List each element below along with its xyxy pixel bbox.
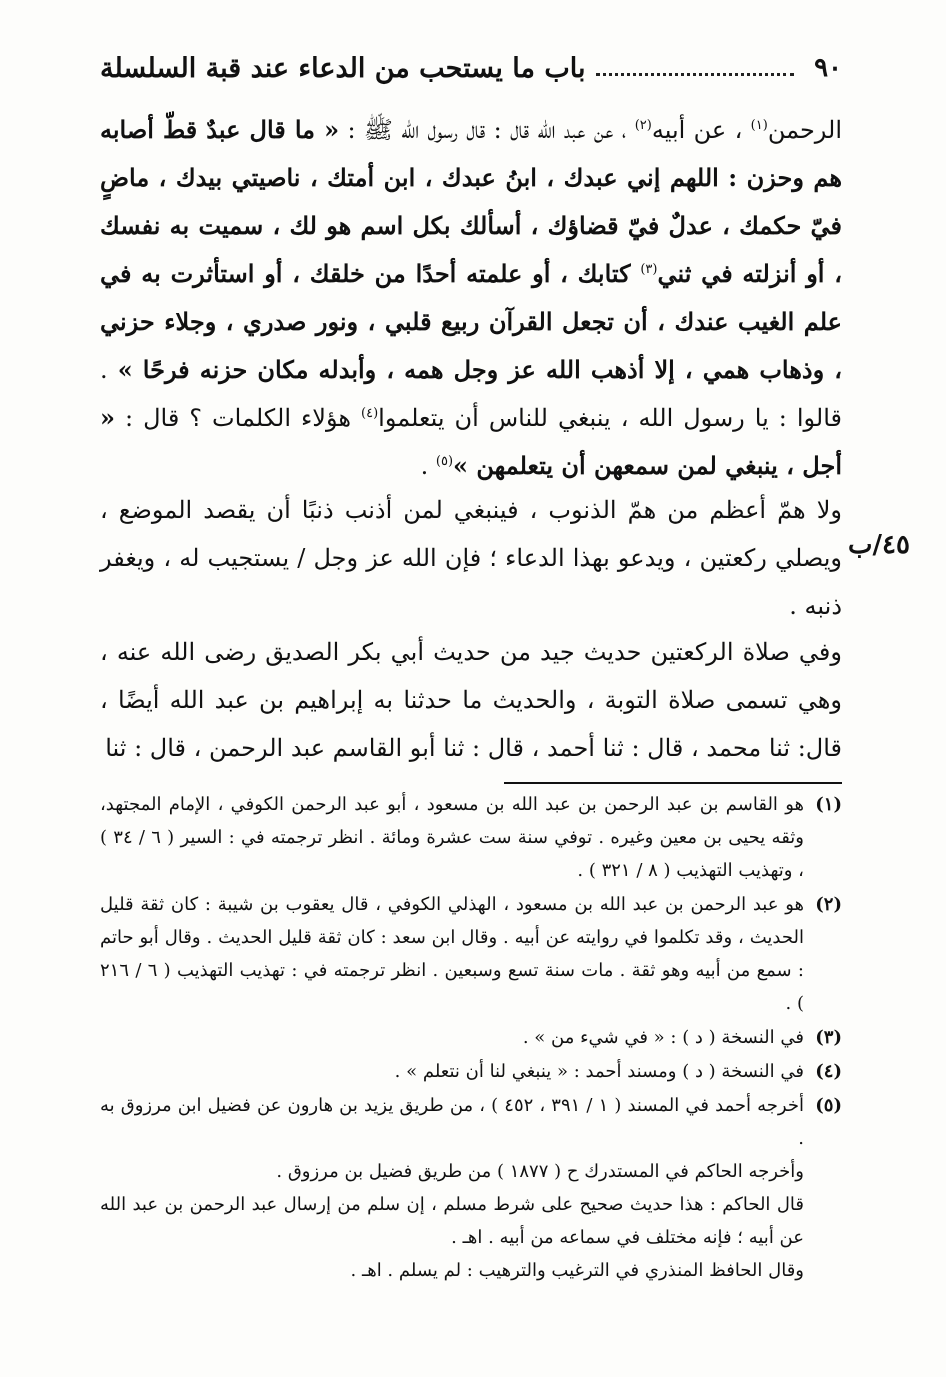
footnote-ref-1: (١) — [750, 118, 768, 133]
paragraph-prayer: وفي صلاة الركعتين حديث جيد من حديث أبي بكر الصديق رضى الله عنه ، وهي تسمى صلاة التوبة ، والحديث ما حدثنا به إبراهيم بن عبد الله أيضًا ، قال: ثنا محمد ، قال : ثنا أحمد ، قال : ثنا أبو القاسم عبد الرحمن ، قال : ثنا — [100, 638, 843, 762]
footnotes — [100, 788, 842, 1288]
footnote — [100, 1089, 842, 1287]
footnote-line: قال الحاكم : هذا حديث صحيح على شرط مسلم ، إن سلم من إرسال عبد الرحمن بن عبد الله عن أبيه ؛ فإنه مختلف في سماعه من أبيه . اهـ . — [100, 1194, 804, 1248]
manuscript-folio-note: ٤٥/ب — [848, 530, 910, 560]
footnote-line: هو القاسم بن عبد الرحمن بن عبد الله بن مسعود ، أبو عبد الرحمن الكوفي ، الإمام المجتهد، وثقه يحيى بن معين وغيره . توفي سنة ست عشرة ومائة . انظر ترجمته في : السير ( ٦ / ٣٤ ) ، وتهذيب التهذيب ( ٨ / ٣٢١ ) . — [100, 794, 804, 881]
footnote-number: (٢) — [815, 894, 842, 915]
text-segment: ، عن أبيه — [651, 116, 751, 144]
footnote — [100, 1021, 842, 1054]
footnote-number: (١) — [815, 794, 842, 815]
hadith-quote: « ما قال عبدٌ قطّ أصابه هم وحزن : اللهم إني عبدك ، ابنُ عبدك ، ابن أمتك ، ناصيتي بيدك ، ماضٍ فيّ حكمك ، عدلٌ فيّ قضاؤك ، أسألك بكل اسم هو لك ، سميت به نفسك ، أو أنزلته في ثني — [100, 115, 842, 288]
paragraph-hadith — [100, 106, 842, 490]
running-title: باب ما يستحب من الدعاء عند قبة السلسلة — [100, 52, 586, 84]
header-dotted-leader — [596, 61, 795, 76]
hadith-quote: كتابك ، أو علمته أحدًا من خلقك ، أو استأثرت به في علم الغيب عندك ، أن تجعل القرآن ربيع قلبي ، ونور صدري ، وجلاء حزني ، وذهاب همي ، إلا أذهب الله عز وجل همه ، وأبدله مكان حزنه فرحًا » — [100, 259, 842, 384]
footnote-text — [100, 1089, 804, 1287]
text-segment: الرحمن — [767, 116, 843, 144]
footnote-separator — [504, 782, 842, 784]
footnote-text — [100, 1021, 804, 1054]
text-segment: . قالوا : يا رسول الله ، ينبغي للناس أن يتعلموا — [100, 356, 843, 432]
footnote-text — [100, 1055, 804, 1088]
footnote-number: (٣) — [815, 1027, 842, 1048]
text-segment: هؤلاء الكلمات ؟ قال : — [115, 404, 362, 432]
footnote-ref-5: (٥) — [435, 454, 454, 469]
footnote-ref-3: (٣) — [640, 262, 658, 277]
footnote-line: في النسخة ( د ) ومسند أحمد : « ينبغي لنا أن نتعلم » . — [394, 1061, 804, 1082]
footnote-number: (٥) — [815, 1095, 842, 1116]
footnote-ref-2: (٢) — [634, 118, 652, 133]
footnote-line: في النسخة ( د ) : « في شيء من » . — [522, 1027, 804, 1048]
footnote — [100, 888, 842, 1020]
text-segment: . — [420, 452, 436, 480]
page-number: ٩٠ — [814, 53, 842, 83]
footnote-ref-4: (٤) — [361, 406, 379, 421]
footnote — [100, 1055, 842, 1088]
footnote-line: أخرجه أحمد في المسند ( ١ / ٣٩١ ، ٤٥٢ ) ، من طريق يزيد بن هارون عن فضيل ابن مرزوق به . — [100, 1095, 804, 1149]
footnote-line: وأخرجه الحاكم في المستدرك ح ( ١٨٧٧ ) من طريق فضيل بن مرزوق . — [276, 1161, 804, 1182]
footnote — [100, 788, 842, 887]
footnote-text — [100, 788, 804, 887]
footnote-text — [100, 888, 804, 1020]
footnote-number: (٤) — [815, 1061, 842, 1082]
footnote-line: هو عبد الرحمن بن عبد الله بن مسعود ، الهذلي الكوفي ، قال يعقوب بن شيبة : كان ثقة قليل الحديث ، وقد تكلموا في روايته عن أبيه . وقال ابن سعد : كان ثقة قليل الحديث . وقال أبو حاتم : سمع من أبيه وهو ثقة . مات سنة تسع وسبعين . انظر ترجمته في : تهذيب التهذيب ( ٦ / ٢١٦ ) . — [100, 894, 804, 1014]
hadith-quote: « أجل ، ينبغي لمن سمعهن أن يتعلمهن » — [100, 403, 842, 480]
footnote-line: وقال الحافظ المنذري في الترغيب والترهيب : لم يسلم . اهـ . — [350, 1260, 804, 1281]
text-segment: ، عن عبد الله قال : قال رسول الله ﷺ : — [339, 116, 635, 144]
paragraph-commentary: ولا همّ أعظم من همّ الذنوب ، فينبغي لمن أذنب ذنبًا أن يقصد الموضع ، ويصلي ركعتين ، ويدعو بهذا الدعاء ؛ فإن الله عز وجل / يستجيب له ، ويغفر ذنبه . — [100, 496, 843, 620]
page-header — [100, 44, 842, 92]
